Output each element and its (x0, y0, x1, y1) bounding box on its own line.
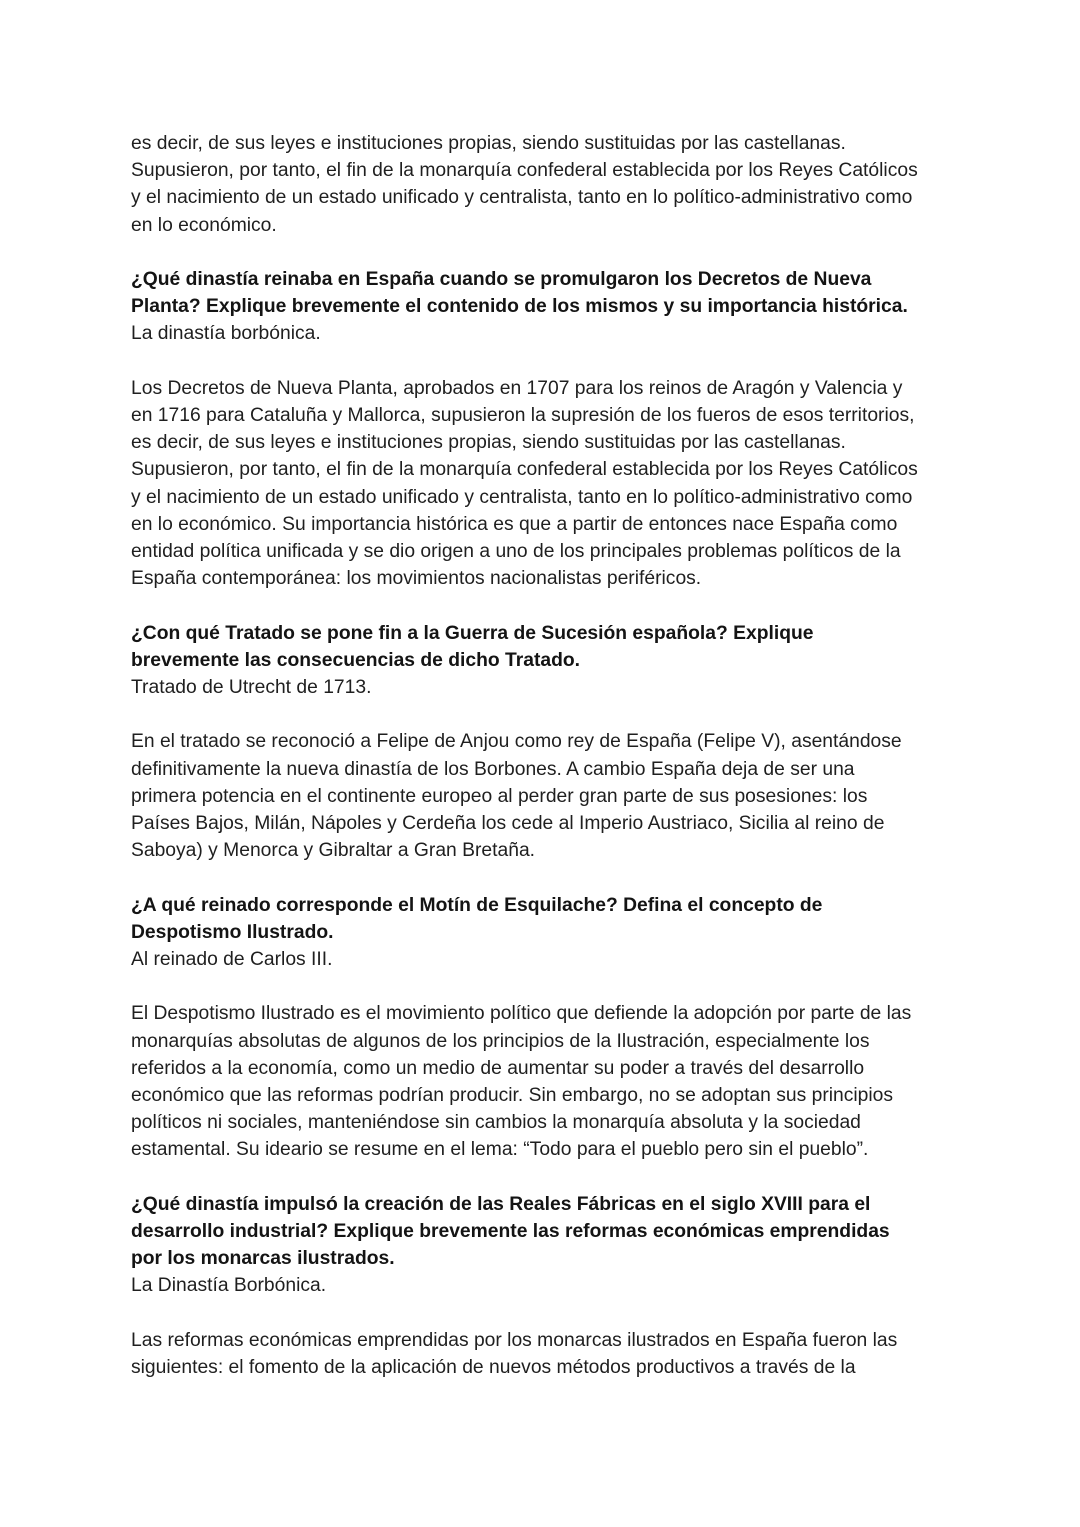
question-line: por los monarcas ilustrados. (131, 1248, 395, 1270)
question-heading (131, 892, 961, 946)
text-line: entidad política unificada y se dio origen a uno de los principales problemas políticos de la (131, 541, 901, 563)
question-heading (131, 1191, 961, 1273)
text-line: estamental. Su ideario se resume en el lema: “Todo para el pueblo pero sin el pueblo”. (131, 1139, 869, 1161)
question-heading (131, 620, 961, 674)
text-line: en 1716 para Cataluña y Mallorca, supusieron la supresión de los fueros de esos territorios, (131, 405, 915, 426)
short-answer: La dinastía borbónica. (131, 323, 321, 345)
explanation-paragraph (131, 375, 961, 593)
text-line: Los Decretos de Nueva Planta, aprobados en 1707 para los reinos de Aragón y Valencia y (131, 377, 903, 399)
short-answer: Al reinado de Carlos III. (131, 949, 333, 971)
question-section-4 (131, 1191, 961, 1381)
question-line: ¿Con qué Tratado se pone fin a la Guerra de Sucesión española? Explique (131, 622, 814, 644)
paragraph-spacer (131, 1164, 961, 1191)
text-line: definitivamente la nueva dinastía de los Borbones. A cambio España deja de ser una (131, 758, 855, 780)
paragraph-spacer (131, 592, 961, 619)
question-section-2 (131, 620, 961, 865)
text-line: primera potencia en el continente europeo al perder gran parte de sus posesiones: los (131, 785, 868, 807)
text-line: es decir, de sus leyes e instituciones propias, siendo sustituidas por las castellanas. (131, 432, 846, 454)
paragraph-spacer (131, 701, 961, 728)
text-line: y el nacimiento de un estado unificado y centralista, tanto en lo político-administrativo como (131, 486, 913, 508)
text-line: Países Bajos, Milán, Nápoles y Cerdeña los cede al Imperio Austriaco, Sicilia al reino de (131, 813, 885, 835)
question-line: Planta? Explique brevemente el contenido de los mismos y su importancia histórica. (131, 296, 908, 318)
paragraph-spacer (131, 864, 961, 891)
text-line: siguientes: el fomento de la aplicación de nuevos métodos productivos a través de la (131, 1357, 856, 1379)
text-line: referidos a la economía, como un medio de aumentar su poder a través del desarrollo (131, 1057, 865, 1079)
explanation-paragraph (131, 1327, 961, 1381)
text-line: monarquías absolutas de algunos de los principios de la Ilustración, especialmente los (131, 1030, 870, 1052)
text-line: En el tratado se reconoció a Felipe de Anjou como rey de España (Felipe V), asentándose (131, 731, 902, 753)
question-line: Despotismo Ilustrado. (131, 921, 334, 943)
paragraph-spacer (131, 973, 961, 1000)
paragraph-spacer (131, 239, 961, 266)
text-line: Supusieron, por tanto, el fin de la monarquía confederal establecida por los Reyes Católicos (131, 160, 918, 182)
document-page (131, 130, 961, 1381)
text-line: políticos ni sociales, manteniéndose sin cambios la monarquía absoluta y la sociedad (131, 1112, 861, 1134)
question-heading (131, 266, 961, 320)
intro-paragraph (131, 130, 961, 239)
explanation-paragraph (131, 728, 961, 864)
text-line: en lo económico. (131, 214, 277, 236)
question-line: ¿A qué reinado corresponde el Motín de Esquilache? Defina el concepto de (131, 894, 823, 916)
text-line: en lo económico. Su importancia histórica es que a partir de entonces nace España como (131, 513, 898, 535)
short-answer: Tratado de Utrecht de 1713. (131, 677, 372, 699)
explanation-paragraph (131, 1000, 961, 1163)
text-line: El Despotismo Ilustrado es el movimiento político que defiende la adopción por parte de las (131, 1003, 912, 1025)
text-line: y el nacimiento de un estado unificado y centralista, tanto en lo político-administrativo como (131, 187, 913, 209)
paragraph-spacer (131, 348, 961, 375)
text-line: Saboya) y Menorca y Gibraltar a Gran Bretaña. (131, 840, 536, 862)
text-line: España contemporánea: los movimientos nacionalistas periféricos. (131, 568, 702, 590)
question-line: ¿Qué dinastía impulsó la creación de las Reales Fábricas en el siglo XVIII para el (131, 1193, 871, 1215)
question-line: ¿Qué dinastía reinaba en España cuando se promulgaron los Decretos de Nueva (131, 269, 872, 290)
paragraph-spacer (131, 1300, 961, 1327)
text-line: Las reformas económicas emprendidas por los monarcas ilustrados en España fueron las (131, 1329, 898, 1351)
question-section-3 (131, 892, 961, 1164)
question-section-1 (131, 266, 961, 592)
text-line: económico que las reformas podrían producir. Sin embargo, no se adoptan sus principios (131, 1085, 894, 1107)
text-line: es decir, de sus leyes e instituciones propias, siendo sustituidas por las castellanas. (131, 133, 846, 154)
question-line: brevemente las consecuencias de dicho Tratado. (131, 649, 580, 671)
question-line: desarrollo industrial? Explique brevemente las reformas económicas emprendidas (131, 1221, 890, 1243)
text-line: Supusieron, por tanto, el fin de la monarquía confederal establecida por los Reyes Católicos (131, 459, 918, 481)
short-answer: La Dinastía Borbónica. (131, 1275, 327, 1297)
